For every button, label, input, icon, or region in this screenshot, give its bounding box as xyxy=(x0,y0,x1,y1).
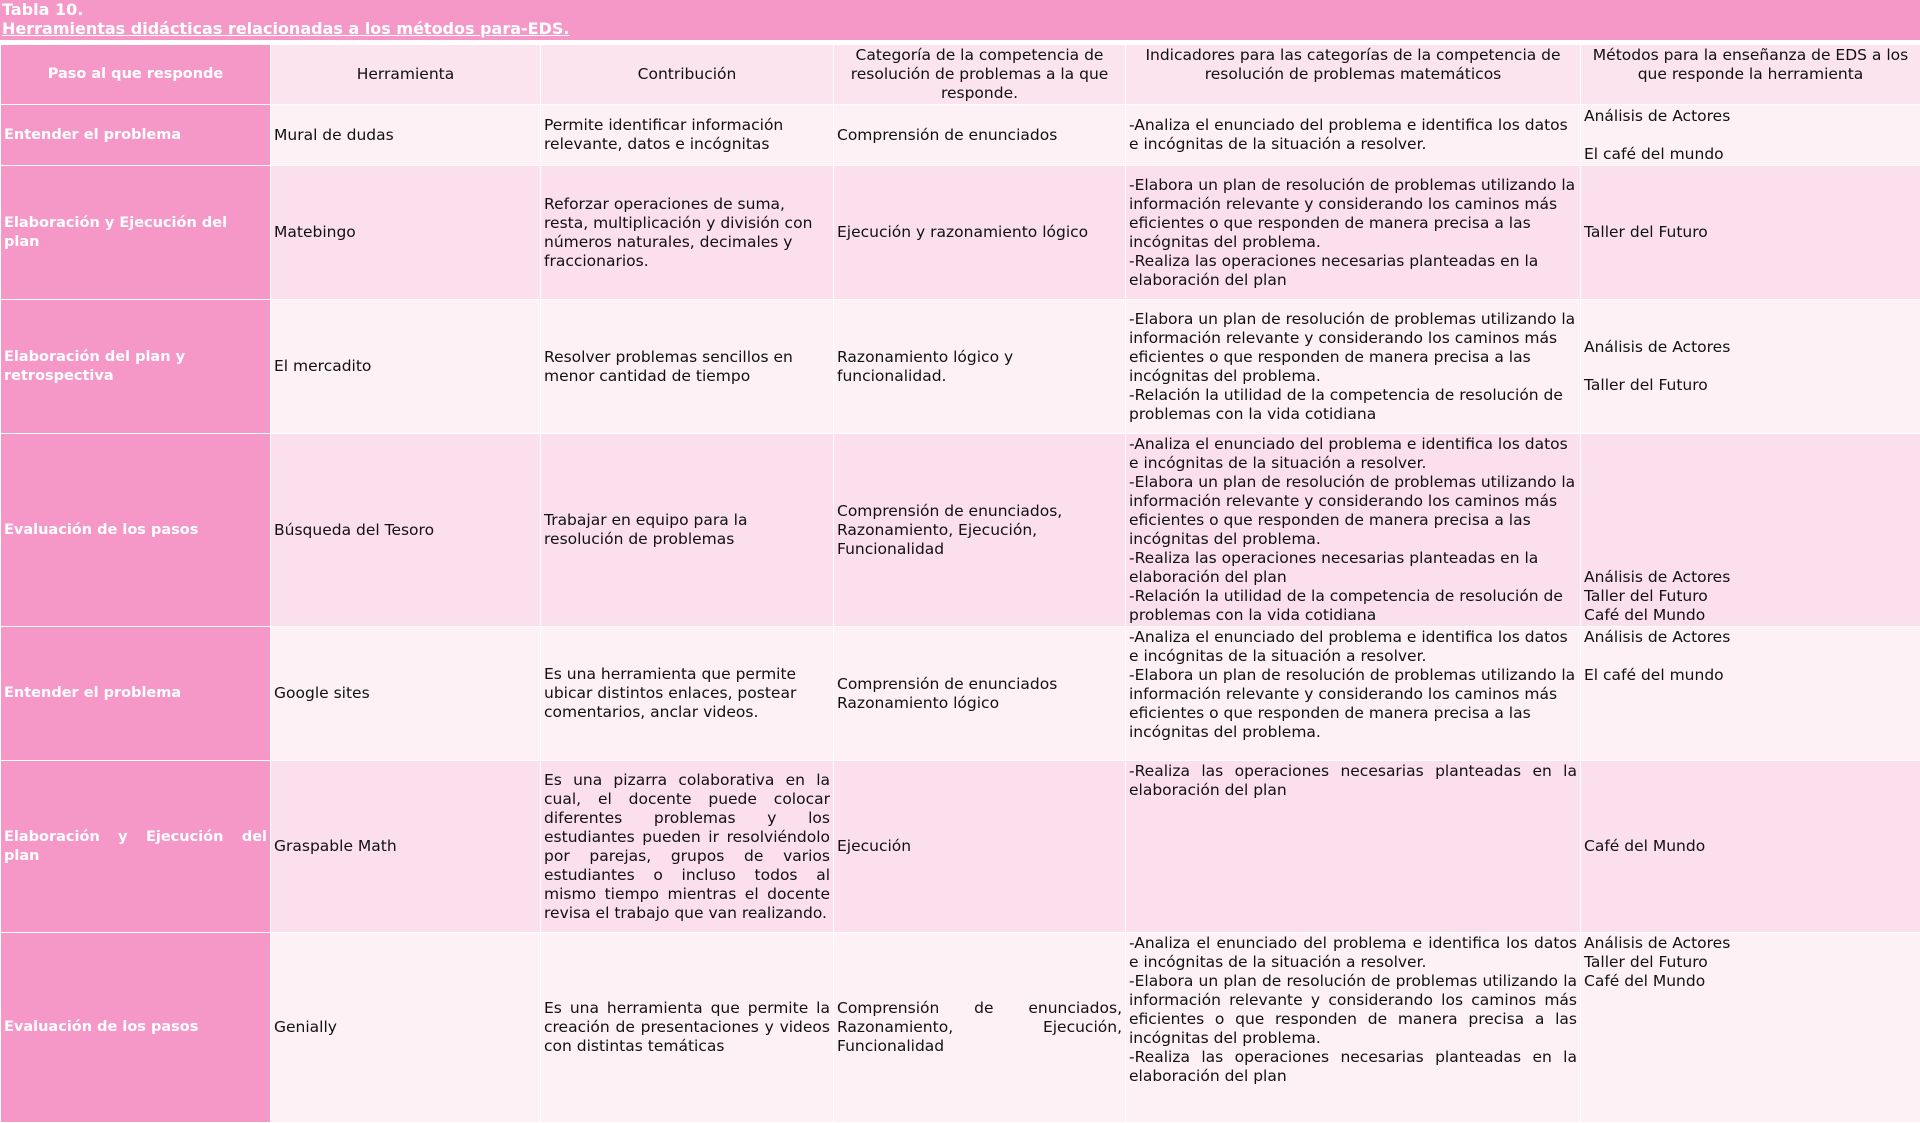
step-cell: Elaboración y Ejecución del plan xyxy=(1,166,271,300)
contribution-cell: Permite identificar información relevante, datos e incógnitas xyxy=(541,105,834,166)
category-cell: Comprensión de enunciados, Razonamiento, Ejecución, Funcionalidad xyxy=(834,434,1126,627)
category-cell: Comprensión de enunciados Razonamiento lógico xyxy=(834,627,1126,761)
category-cell: Ejecución y razonamiento lógico xyxy=(834,166,1126,300)
methods-cell: Análisis de Actores Taller del Futuro Café del Mundo xyxy=(1581,434,1920,627)
tool-cell: Mural de dudas xyxy=(271,105,541,166)
indicators-cell: -Analiza el enunciado del problema e identifica los datos e incógnitas de la situación a resolver. -Elabora un plan de resolución de problemas utilizando la información relevante y considerando los caminos más eficientes o que responden de manera precisa a las incógnitas del problema. -Realiza las operaciones necesarias planteadas en la elaboración del plan -Relación la utilidad de la competencia de resolución de problemas con la vida cotidiana xyxy=(1126,434,1581,627)
table-row xyxy=(1,434,1920,627)
category-cell: Comprensión de enunciados xyxy=(834,105,1126,166)
methods-cell: Análisis de Actores El café del mundo xyxy=(1581,627,1920,761)
contribution-cell: Es una pizarra colaborativa en la cual, el docente puede colocar diferentes problemas y los estudiantes pueden ir resolviéndolo por parejas, grupos de varios estudiantes o incluso todos al mismo tiempo mientras el docente revisa el trabajo que van realizando. xyxy=(541,761,834,933)
tool-cell: Matebingo xyxy=(271,166,541,300)
tool-cell: Graspable Math xyxy=(271,761,541,933)
contribution-cell: Reforzar operaciones de suma, resta, multiplicación y división con números naturales, decimales y fraccionarios. xyxy=(541,166,834,300)
contribution-cell: Trabajar en equipo para la resolución de problemas xyxy=(541,434,834,627)
header-methods: Métodos para la enseñanza de EDS a los que responde la herramienta xyxy=(1581,45,1920,105)
category-cell: Razonamiento lógico y funcionalidad. xyxy=(834,300,1126,434)
indicators-cell: -Analiza el enunciado del problema e identifica los datos e incógnitas de la situación a resolver. xyxy=(1126,105,1581,166)
table-row xyxy=(1,166,1920,300)
table-header-row xyxy=(1,45,1920,105)
table-row xyxy=(1,300,1920,434)
tools-table xyxy=(0,44,1920,1123)
header-step: Paso al que responde xyxy=(1,45,271,105)
tool-cell: Búsqueda del Tesoro xyxy=(271,434,541,627)
table-row xyxy=(1,761,1920,933)
step-cell: Entender el problema xyxy=(1,105,271,166)
indicators-cell: -Analiza el enunciado del problema e identifica los datos e incógnitas de la situación a resolver. -Elabora un plan de resolución de problemas utilizando la información relevante y considerando los caminos más eficientes o que responden de manera precisa a las incógnitas del problema. xyxy=(1126,627,1581,761)
tool-cell: Genially xyxy=(271,933,541,1123)
methods-cell: Café del Mundo xyxy=(1581,761,1920,933)
indicators-cell: -Realiza las operaciones necesarias planteadas en la elaboración del plan xyxy=(1126,761,1581,933)
table-row xyxy=(1,933,1920,1123)
table-row xyxy=(1,105,1920,166)
table-row xyxy=(1,627,1920,761)
tool-cell: El mercadito xyxy=(271,300,541,434)
table-caption xyxy=(0,0,1920,40)
methods-cell: Análisis de Actores Taller del Futuro Café del Mundo xyxy=(1581,933,1920,1123)
contribution-cell: Es una herramienta que permite la creación de presentaciones y videos con distintas temáticas xyxy=(541,933,834,1123)
table-title: Herramientas didácticas relacionadas a los métodos para-EDS. xyxy=(2,19,1920,38)
contribution-cell: Es una herramienta que permite ubicar distintos enlaces, postear comentarios, anclar videos. xyxy=(541,627,834,761)
category-cell: Ejecución xyxy=(834,761,1126,933)
step-cell: Elaboración y Ejecución del plan xyxy=(1,761,271,933)
methods-cell: Taller del Futuro xyxy=(1581,166,1920,300)
indicators-cell: -Analiza el enunciado del problema e identifica los datos e incógnitas de la situación a resolver. -Elabora un plan de resolución de problemas utilizando la información relevante y considerando los caminos más eficientes o que responden de manera precisa a las incógnitas del problema. -Realiza las operaciones necesarias planteadas en la elaboración del plan xyxy=(1126,933,1581,1123)
step-cell: Entender el problema xyxy=(1,627,271,761)
contribution-cell: Resolver problemas sencillos en menor cantidad de tiempo xyxy=(541,300,834,434)
step-cell: Elaboración del plan y retrospectiva xyxy=(1,300,271,434)
header-indicators: Indicadores para las categorías de la competencia de resolución de problemas matemáticos xyxy=(1126,45,1581,105)
indicators-cell: -Elabora un plan de resolución de problemas utilizando la información relevante y considerando los caminos más eficientes o que responden de manera precisa a las incógnitas del problema. -Realiza las operaciones necesarias planteadas en la elaboración del plan xyxy=(1126,166,1581,300)
methods-cell: Análisis de Actores El café del mundo xyxy=(1581,105,1920,166)
table-number: Tabla 10. xyxy=(2,0,1920,19)
step-cell: Evaluación de los pasos xyxy=(1,933,271,1123)
category-cell: Comprensión de enunciados, Razonamiento, Ejecución, Funcionalidad xyxy=(834,933,1126,1123)
methods-cell: Análisis de Actores Taller del Futuro xyxy=(1581,300,1920,434)
header-contribution: Contribución xyxy=(541,45,834,105)
header-tool: Herramienta xyxy=(271,45,541,105)
header-category: Categoría de la competencia de resolución de problemas a la que responde. xyxy=(834,45,1126,105)
tool-cell: Google sites xyxy=(271,627,541,761)
indicators-cell: -Elabora un plan de resolución de problemas utilizando la información relevante y considerando los caminos más eficientes o que responden de manera precisa a las incógnitas del problema. -Relación la utilidad de la competencia de resolución de problemas con la vida cotidiana xyxy=(1126,300,1581,434)
step-cell: Evaluación de los pasos xyxy=(1,434,271,627)
